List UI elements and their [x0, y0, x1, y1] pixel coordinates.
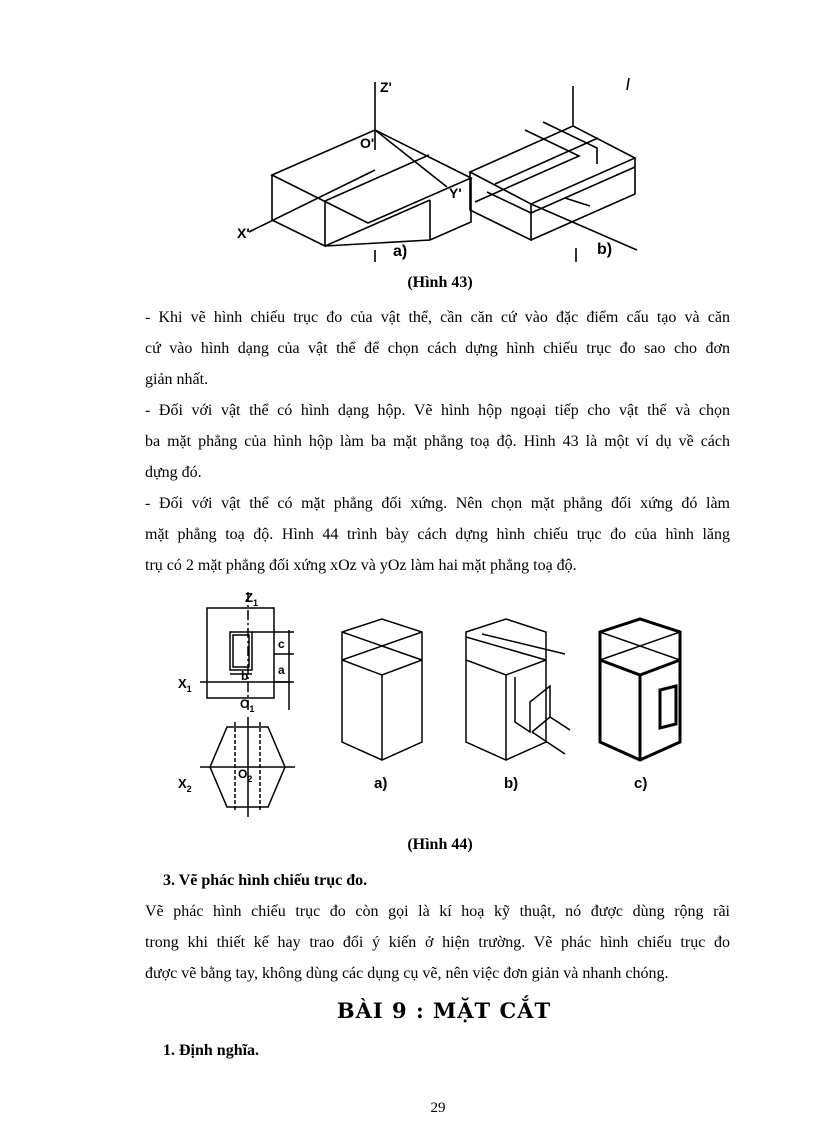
lesson-title: BÀI 9 : MẶT CẮT — [336, 998, 552, 1023]
paragraph-axonometric-intro — [145, 302, 730, 395]
axis-z-label: Z' — [380, 79, 392, 95]
origin-o2-label: $O_2$ — [238, 767, 253, 784]
paragraph-line: trụ có 2 mặt phẳng đối xứng xOz và yOz làm hai mặt phẳng toạ độ. — [145, 557, 577, 574]
axis-y-label: Y' — [449, 185, 462, 201]
paragraph-line: Vẽ phác hình chiếu trục đo còn gọi là kí hoạ kỹ thuật, nó được dùng rộng rãi — [145, 903, 730, 920]
dimension-c-label: c — [278, 637, 285, 651]
section-3-heading: 3. Vẽ phác hình chiếu trục đo. — [163, 872, 368, 889]
figure-43 — [225, 70, 665, 270]
paragraph-line: mặt phẳng toạ độ. Hình 44 trình bày cách dựng hình chiếu trục đo của hình lăng — [145, 526, 730, 543]
figure-44 — [170, 582, 710, 832]
figure-43-label-a: a) — [393, 243, 408, 260]
axis-x2-label: $X_2$ — [178, 776, 192, 794]
section-1-heading: 1. Định nghĩa. — [163, 1042, 260, 1059]
paragraph-line: giản nhất. — [145, 371, 209, 388]
dimension-a-label: a — [278, 663, 285, 677]
paragraph-symmetry-plane — [145, 488, 730, 581]
page-number: 29 — [430, 1100, 446, 1116]
paragraph-box-shape — [145, 395, 730, 488]
dimension-b-label: b — [241, 669, 249, 683]
figure-43-label-b: b) — [597, 241, 613, 258]
paragraph-line: ba mặt phẳng của hình hộp làm ba mặt phẳng toạ độ. Hình 43 là một ví dụ về cách — [145, 433, 730, 450]
paragraph-line: dựng đó. — [145, 464, 202, 481]
paragraph-line: - Đối với vật thể có mặt phẳng đối xứng. Nên chọn mặt phẳng đối xứng đó làm — [145, 495, 730, 512]
axis-x1-label: $X_1$ — [178, 676, 192, 694]
paragraph-line: trong khi thiết kế hay trao đổi ý kiến ở hiện trường. Vẽ phác hình chiếu trục đo — [145, 934, 730, 951]
axis-z1-label: $Z_1$ — [245, 590, 258, 608]
paragraph-sketching — [145, 896, 730, 989]
paragraph-line: cứ vào hình dạng của vật thể để chọn cách dựng hình chiếu trục đo sao cho đơn — [145, 340, 730, 357]
figure-43-caption: (Hình 43) — [407, 274, 473, 291]
figure-44-label-c: c) — [634, 775, 648, 792]
paragraph-line: - Đối với vật thể có hình dạng hộp. Vẽ hình hộp ngoại tiếp cho vật thể và chọn — [145, 402, 730, 419]
figure-44-caption: (Hình 44) — [407, 836, 473, 853]
axis-o-label: O' — [360, 135, 375, 151]
figure-44-label-a: a) — [374, 775, 388, 792]
figure-44-label-b: b) — [504, 775, 519, 792]
axis-x-label: X' — [237, 225, 250, 241]
origin-o1-label: $O_1$ — [240, 697, 255, 714]
paragraph-line: - Khi vẽ hình chiếu trục đo của vật thể, cần căn cứ vào đặc điểm cấu tạo và căn — [145, 309, 730, 326]
paragraph-line: được vẽ bằng tay, không dùng các dụng cụ vẽ, nên việc đơn giản và nhanh chóng. — [145, 965, 669, 982]
